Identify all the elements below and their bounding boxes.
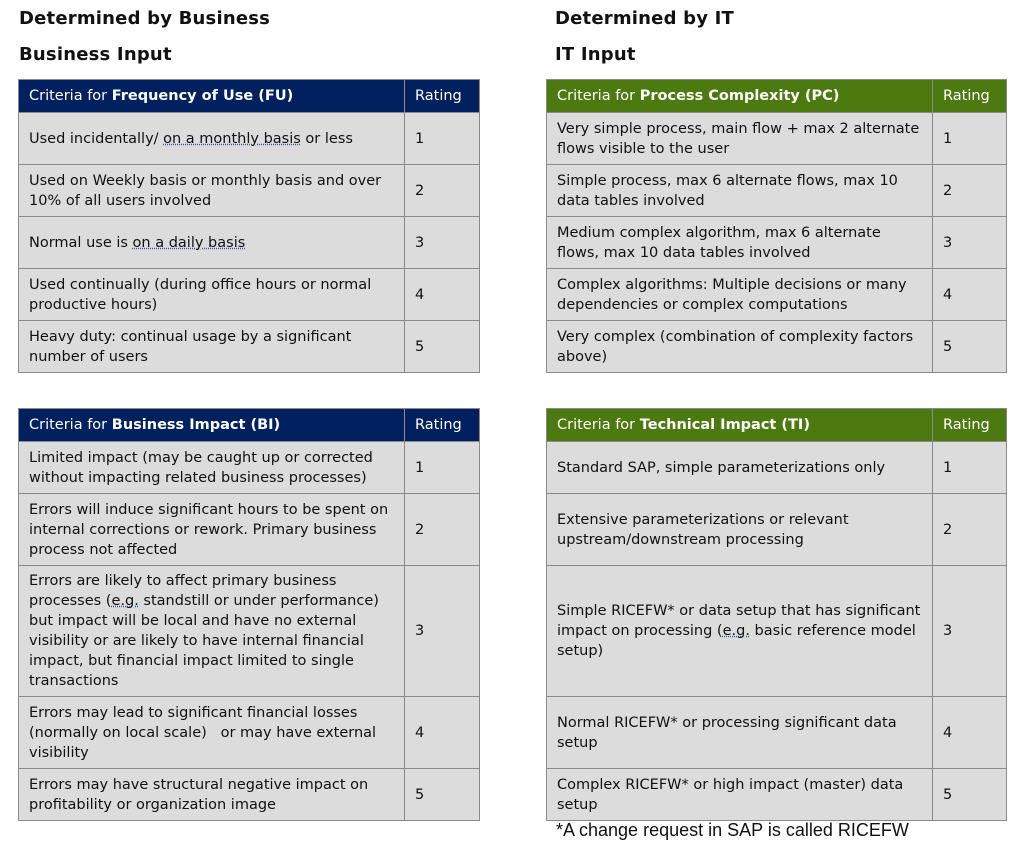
rating-cell: 4 (405, 269, 480, 321)
rating-cell: 2 (933, 165, 1007, 217)
criteria-cell: Used continually (during office hours or normal productive hours) (19, 269, 405, 321)
rating-cell: 2 (405, 494, 480, 566)
table-header-row (19, 409, 480, 442)
footnote: *A change request in SAP is called RICEFW (556, 820, 909, 840)
rating-cell: 2 (405, 165, 480, 217)
table-row (19, 217, 480, 269)
table-row (547, 321, 1007, 373)
criteria-cell: Errors may have structural negative impact on profitability or organization image (19, 769, 405, 821)
rating-cell: 4 (933, 269, 1007, 321)
rating-cell: 1 (405, 442, 480, 494)
rating-cell: 5 (405, 769, 480, 821)
rating-cell: 5 (933, 769, 1007, 821)
table-row (19, 269, 480, 321)
table-row (547, 442, 1007, 494)
criteria-cell: Standard SAP, simple parameterizations only (547, 442, 933, 494)
rating-cell: 1 (933, 442, 1007, 494)
table-row (19, 442, 480, 494)
table-row (19, 566, 480, 697)
rating-header: Rating (933, 80, 1007, 113)
criteria-cell: Extensive parameterizations or relevant upstream/downstream processing (547, 494, 933, 566)
rating-cell: 5 (933, 321, 1007, 373)
rating-cell: 1 (933, 113, 1007, 165)
criteria-cell: Complex algorithms: Multiple decisions or many dependencies or complex computations (547, 269, 933, 321)
criteria-cell: Errors will induce significant hours to be spent on internal corrections or rework. Primary business process not affected (19, 494, 405, 566)
table-row (547, 269, 1007, 321)
criteria-cell: Simple RICEFW* or data setup that has significant impact on processing (e.g. basic reference model setup) (547, 566, 933, 697)
technical-impact-table (546, 408, 1007, 821)
criteria-cell: Normal use is on a daily basis (19, 217, 405, 269)
rating-cell: 1 (405, 113, 480, 165)
criteria-header: Criteria for Process Complexity (PC) (547, 80, 933, 113)
rating-header: Rating (405, 80, 480, 113)
rating-cell: 4 (933, 697, 1007, 769)
table-row (547, 566, 1007, 697)
table-row (547, 165, 1007, 217)
table-row (547, 113, 1007, 165)
criteria-header: Criteria for Frequency of Use (FU) (19, 80, 405, 113)
rating-cell: 3 (933, 217, 1007, 269)
criteria-cell: Very simple process, main flow + max 2 alternate flows visible to the user (547, 113, 933, 165)
criteria-cell: Heavy duty: continual usage by a significant number of users (19, 321, 405, 373)
business-heading: Determined by Business (19, 8, 271, 29)
table-header-row (19, 80, 480, 113)
table-row (19, 769, 480, 821)
table-row (547, 494, 1007, 566)
table-row (19, 321, 480, 373)
frequency-of-use-table (18, 79, 480, 373)
rating-cell: 3 (933, 566, 1007, 697)
criteria-header: Criteria for Business Impact (BI) (19, 409, 405, 442)
rating-cell: 3 (405, 566, 480, 697)
it-subheading: IT Input (555, 44, 636, 65)
table-row (547, 697, 1007, 769)
it-heading: Determined by IT (555, 8, 734, 29)
criteria-header: Criteria for Technical Impact (TI) (547, 409, 933, 442)
table-row (547, 217, 1007, 269)
criteria-cell: Used incidentally/ on a monthly basis or less (19, 113, 405, 165)
rating-header: Rating (933, 409, 1007, 442)
table-header-row (547, 80, 1007, 113)
rating-cell: 3 (405, 217, 480, 269)
rating-header: Rating (405, 409, 480, 442)
criteria-cell: Medium complex algorithm, max 6 alternate flows, max 10 data tables involved (547, 217, 933, 269)
table-row (547, 769, 1007, 821)
criteria-cell: Simple process, max 6 alternate flows, max 10 data tables involved (547, 165, 933, 217)
rating-cell: 5 (405, 321, 480, 373)
criteria-cell: Used on Weekly basis or monthly basis and over 10% of all users involved (19, 165, 405, 217)
table-row (19, 165, 480, 217)
criteria-cell: Errors are likely to affect primary business processes (e.g. standstill or under performance) but impact will be local and have no external visibility or are likely to have internal financial impact, but financial impact limited to single transactions (19, 566, 405, 697)
rating-cell: 2 (933, 494, 1007, 566)
table-row (19, 113, 480, 165)
criteria-cell: Normal RICEFW* or processing significant data setup (547, 697, 933, 769)
process-complexity-table (546, 79, 1007, 373)
criteria-cell: Complex RICEFW* or high impact (master) data setup (547, 769, 933, 821)
criteria-cell: Very complex (combination of complexity factors above) (547, 321, 933, 373)
table-row (19, 494, 480, 566)
table-row (19, 697, 480, 769)
criteria-cell: Errors may lead to significant financial losses (normally on local scale) or may have external visibility (19, 697, 405, 769)
criteria-cell: Limited impact (may be caught up or corrected without impacting related business processes) (19, 442, 405, 494)
business-subheading: Business Input (19, 44, 172, 65)
table-header-row (547, 409, 1007, 442)
rating-cell: 4 (405, 697, 480, 769)
business-impact-table (18, 408, 480, 821)
